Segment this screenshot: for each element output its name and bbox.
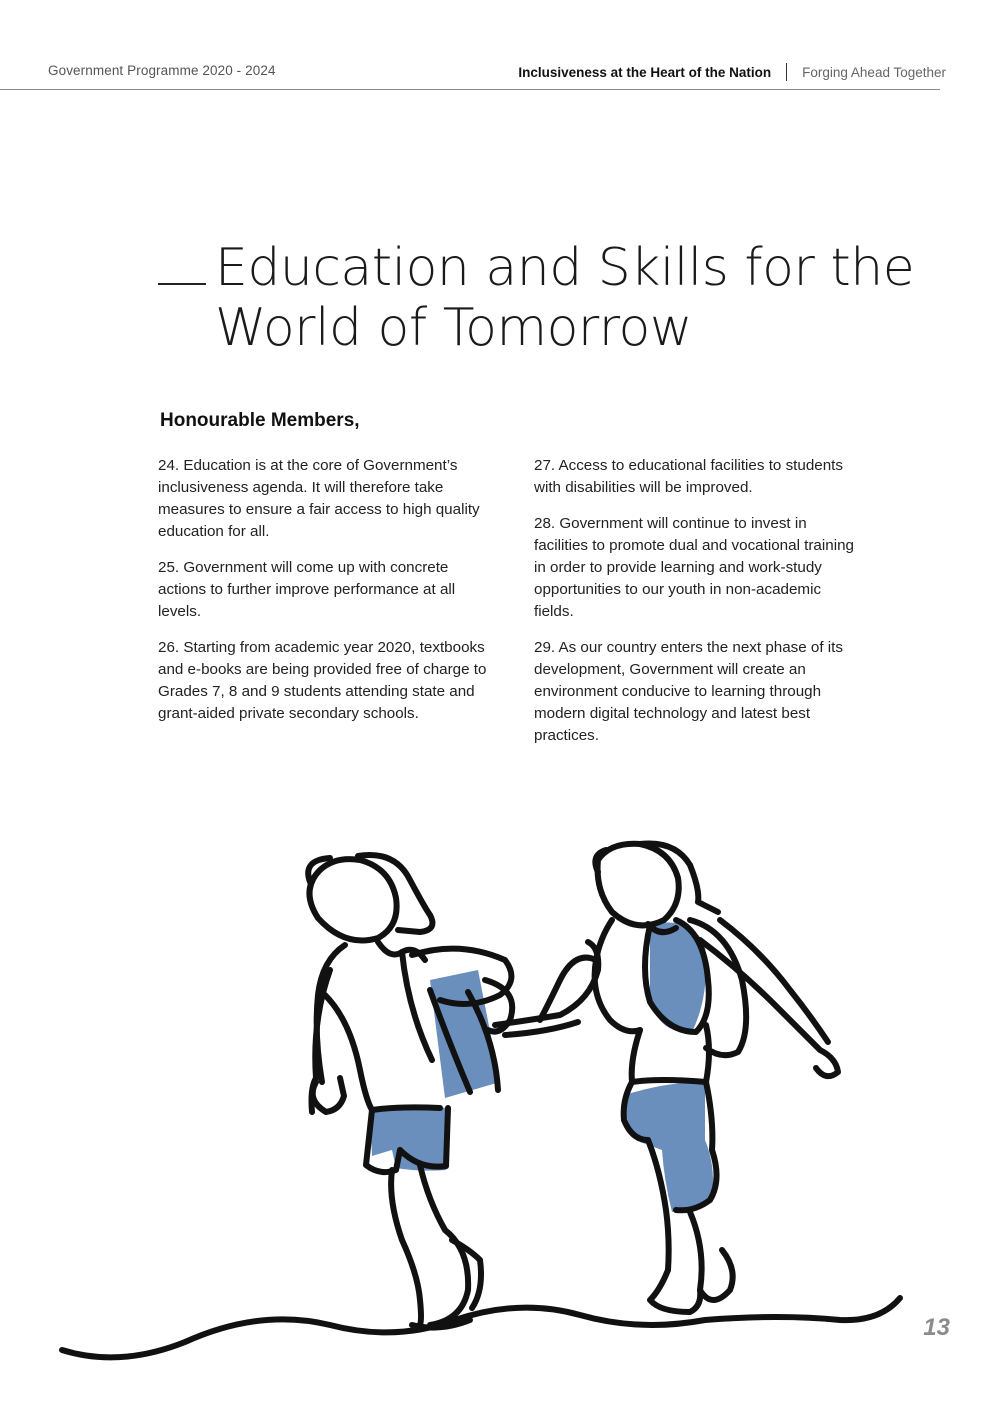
paragraph-27: 27. Access to educational facilities to students with disabilities will be improved. [534, 457, 843, 496]
paragraph-28: 28. Government will continue to invest in facilities to promote dual and vocational training in order to provide learning and work-study opportunities to our youth in non-academic fields. [534, 515, 854, 620]
page-title-line-2: World of Tomorrow [215, 298, 692, 358]
page-title [215, 238, 914, 358]
page-number: 13 [923, 1314, 950, 1341]
header-tagline: Forging Ahead Together [802, 64, 946, 80]
header-section-title: Inclusiveness at the Heart of the Nation [518, 64, 772, 80]
paragraph-29: 29. As our country enters the next phase of its development, Government will create an environment conducive to learning through modern digital technology and latest best practices. [534, 639, 843, 744]
header-right-group [518, 63, 946, 81]
page-title-line-1: Education and Skills for the [215, 238, 915, 298]
header-divider [0, 89, 940, 90]
paragraph-24: 24. Education is at the core of Government’s inclusiveness agenda. It will therefore take measures to ensure a fair access to high quality education for all. [158, 457, 480, 540]
greeting: Honourable Members, [160, 410, 360, 431]
header-document-title: Government Programme 2020 - 2024 [48, 63, 276, 78]
left-column [158, 455, 493, 739]
two-children-running-line-art-icon [0, 820, 1000, 1380]
header-separator [786, 63, 787, 81]
paragraph-26: 26. Starting from academic year 2020, textbooks and e-books are being provided free of charge to Grades 7, 8 and 9 students attending state and grant-aided private secondary schools. [158, 639, 487, 722]
right-column [534, 455, 864, 761]
title-dash [158, 283, 206, 285]
paragraph-25: 25. Government will come up with concrete actions to further improve performance at all levels. [158, 559, 456, 620]
